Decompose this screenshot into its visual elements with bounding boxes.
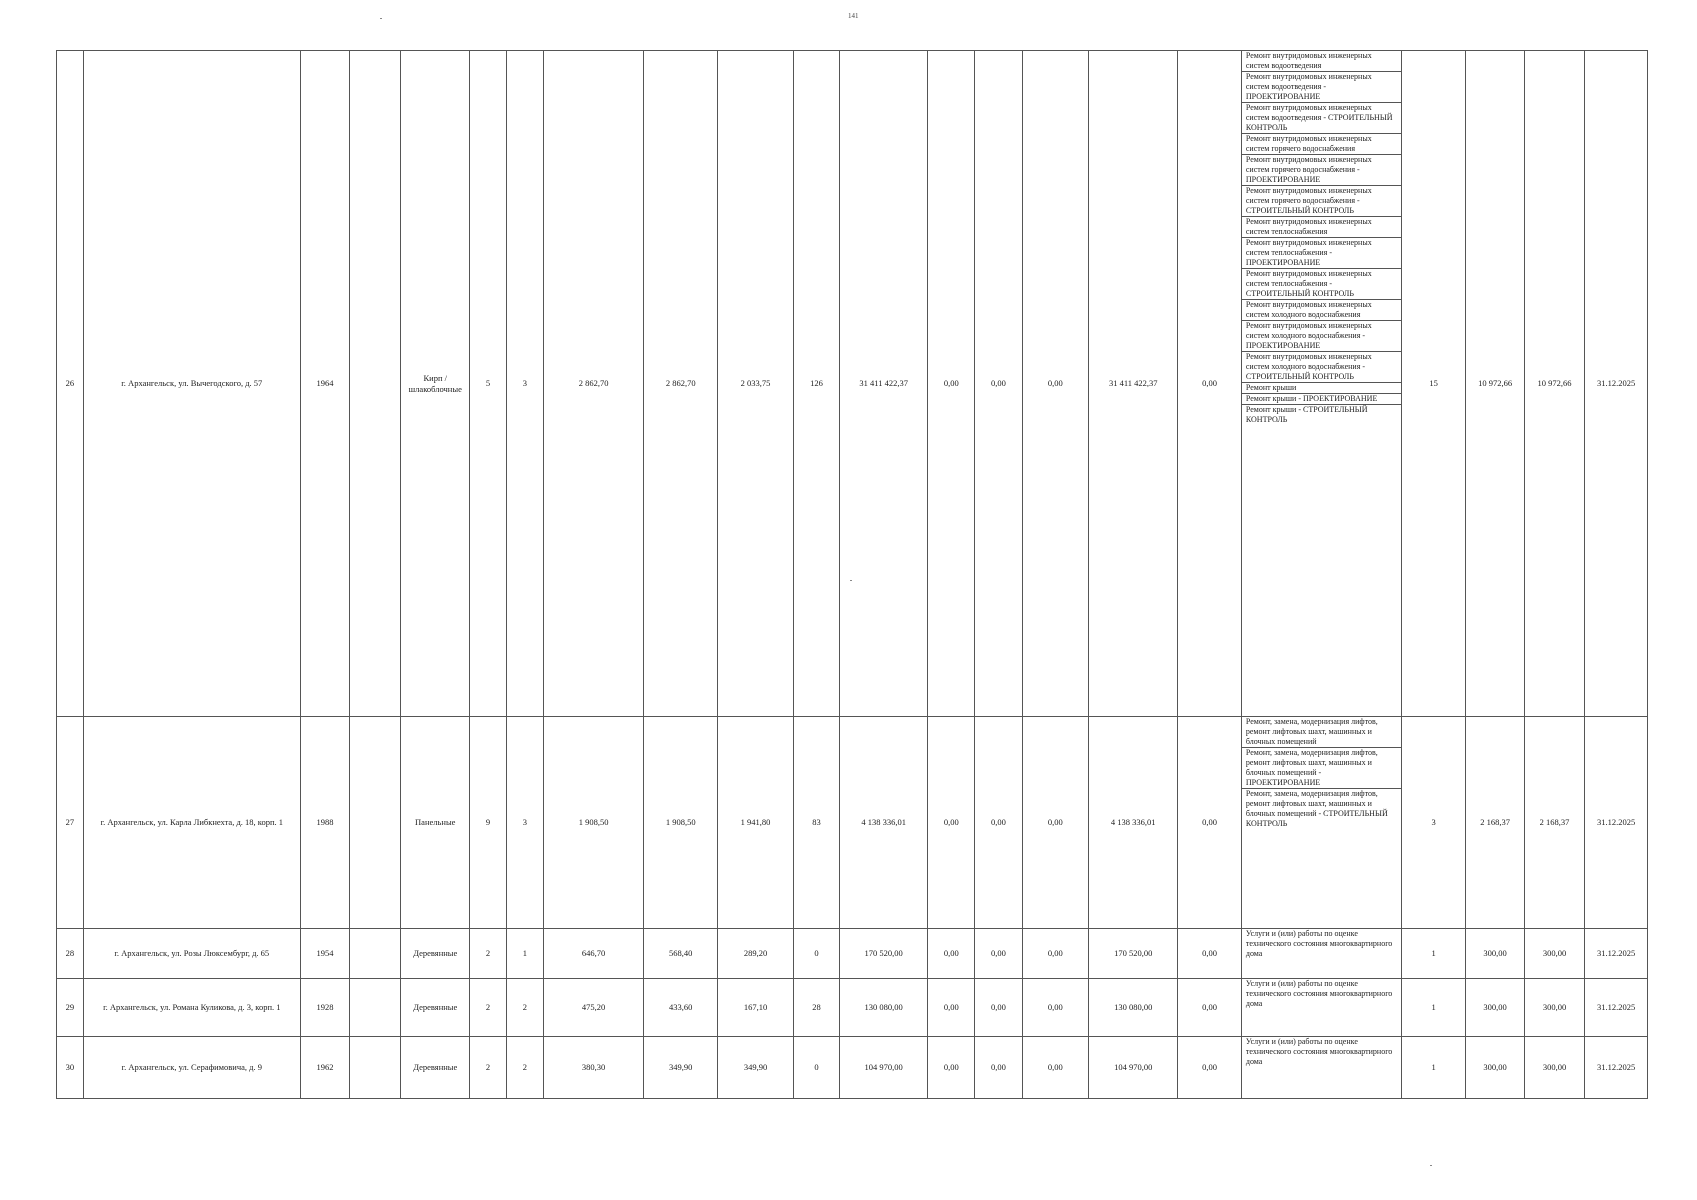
row-number: 27 bbox=[57, 717, 84, 929]
works-list bbox=[1242, 929, 1401, 959]
repair-program-table bbox=[56, 50, 1648, 1099]
fund-4: 4 138 336,01 bbox=[1089, 717, 1178, 929]
area-residential: 1 941,80 bbox=[718, 717, 794, 929]
area-living: 433,60 bbox=[644, 979, 718, 1037]
fund-2: 0,00 bbox=[975, 51, 1022, 717]
residents: 0 bbox=[793, 1037, 839, 1099]
residents: 0 bbox=[793, 929, 839, 979]
fund-1: 0,00 bbox=[928, 51, 975, 717]
work-item: Ремонт, замена, модернизация лифтов, ремонт лифтовых шахт, машинных и блочных помещений - ПРОЕКТИРОВАНИЕ bbox=[1242, 748, 1401, 789]
table-row bbox=[57, 1037, 1648, 1099]
wall-material: Деревянные bbox=[401, 1037, 470, 1099]
fund-1: 0,00 bbox=[928, 717, 975, 929]
deadline: 31.12.2025 bbox=[1585, 1037, 1648, 1099]
blank-cell bbox=[350, 1037, 401, 1099]
work-item: Ремонт внутридомовых инженерных систем водоотведения - ПРОЕКТИРОВАНИЕ bbox=[1242, 72, 1401, 103]
fund-5: 0,00 bbox=[1178, 929, 1242, 979]
deadline: 31.12.2025 bbox=[1585, 979, 1648, 1037]
work-item: Ремонт внутридомовых инженерных систем горячего водоснабжения - СТРОИТЕЛЬНЫЙ КОНТРОЛЬ bbox=[1242, 186, 1401, 217]
fund-3: 0,00 bbox=[1022, 929, 1089, 979]
deadline: 31.12.2025 bbox=[1585, 51, 1648, 717]
residents: 83 bbox=[793, 717, 839, 929]
floors: 2 bbox=[470, 1037, 507, 1099]
fund-3: 0,00 bbox=[1022, 979, 1089, 1037]
table-row bbox=[57, 979, 1648, 1037]
cost-total: 104 970,00 bbox=[840, 1037, 928, 1099]
wall-material: Деревянные bbox=[401, 929, 470, 979]
area-residential: 167,10 bbox=[718, 979, 794, 1037]
area-total: 1 908,50 bbox=[543, 717, 643, 929]
blank-cell bbox=[350, 51, 401, 717]
works-count: 1 bbox=[1401, 979, 1466, 1037]
cost-total: 31 411 422,37 bbox=[840, 51, 928, 717]
floors: 2 bbox=[470, 979, 507, 1037]
build-year: 1954 bbox=[300, 929, 349, 979]
fund-1: 0,00 bbox=[928, 1037, 975, 1099]
work-item: Ремонт внутридомовых инженерных систем теплоснабжения bbox=[1242, 217, 1401, 238]
cost-per-m2: 10 972,66 bbox=[1466, 51, 1524, 717]
entrances: 3 bbox=[506, 717, 543, 929]
fund-5: 0,00 bbox=[1178, 979, 1242, 1037]
cost-max: 10 972,66 bbox=[1524, 51, 1584, 717]
entrances: 2 bbox=[506, 979, 543, 1037]
works-count: 1 bbox=[1401, 1037, 1466, 1099]
scan-speck bbox=[1430, 1165, 1432, 1166]
fund-2: 0,00 bbox=[975, 979, 1022, 1037]
fund-4: 104 970,00 bbox=[1089, 1037, 1178, 1099]
page-number: 141 bbox=[848, 12, 859, 20]
row-number: 26 bbox=[57, 51, 84, 717]
build-year: 1964 bbox=[300, 51, 349, 717]
fund-4: 130 080,00 bbox=[1089, 979, 1178, 1037]
work-item: Ремонт внутридомовых инженерных систем горячего водоснабжения bbox=[1242, 134, 1401, 155]
fund-4: 31 411 422,37 bbox=[1089, 51, 1178, 717]
works-list bbox=[1242, 51, 1401, 425]
fund-2: 0,00 bbox=[975, 717, 1022, 929]
works-list-cell bbox=[1241, 979, 1401, 1037]
work-item: Ремонт внутридомовых инженерных систем теплоснабжения - ПРОЕКТИРОВАНИЕ bbox=[1242, 238, 1401, 269]
works-count: 3 bbox=[1401, 717, 1466, 929]
address: г. Архангельск, ул. Розы Люксембург, д. 65 bbox=[83, 929, 300, 979]
cost-per-m2: 300,00 bbox=[1466, 1037, 1524, 1099]
floors: 9 bbox=[470, 717, 507, 929]
area-total: 380,30 bbox=[543, 1037, 643, 1099]
wall-material: Панельные bbox=[401, 717, 470, 929]
wall-material: Кирп / шлакоблочные bbox=[401, 51, 470, 717]
table-row bbox=[57, 929, 1648, 979]
table-row bbox=[57, 717, 1648, 929]
scan-speck bbox=[380, 18, 382, 19]
work-item: Ремонт внутридомовых инженерных систем холодного водоснабжения - СТРОИТЕЛЬНЫЙ КОНТРОЛЬ bbox=[1242, 352, 1401, 383]
cost-max: 300,00 bbox=[1524, 929, 1584, 979]
work-item: Ремонт внутридомовых инженерных систем холодного водоснабжения bbox=[1242, 300, 1401, 321]
deadline: 31.12.2025 bbox=[1585, 717, 1648, 929]
work-item: Ремонт внутридомовых инженерных систем водоотведения - СТРОИТЕЛЬНЫЙ КОНТРОЛЬ bbox=[1242, 103, 1401, 134]
address: г. Архангельск, ул. Вычегодского, д. 57 bbox=[83, 51, 300, 717]
work-item: Ремонт внутридомовых инженерных систем холодного водоснабжения - ПРОЕКТИРОВАНИЕ bbox=[1242, 321, 1401, 352]
area-total: 475,20 bbox=[543, 979, 643, 1037]
works-list-cell bbox=[1241, 51, 1401, 717]
work-item: Услуги и (или) работы по оценке технического состояния многоквартирного дома bbox=[1245, 1037, 1393, 1066]
cost-total: 170 520,00 bbox=[840, 929, 928, 979]
work-item: Ремонт крыши - СТРОИТЕЛЬНЫЙ КОНТРОЛЬ bbox=[1245, 405, 1368, 424]
deadline: 31.12.2025 bbox=[1585, 929, 1648, 979]
cost-total: 4 138 336,01 bbox=[840, 717, 928, 929]
fund-3: 0,00 bbox=[1022, 51, 1089, 717]
floors: 2 bbox=[470, 929, 507, 979]
area-living: 568,40 bbox=[644, 929, 718, 979]
fund-1: 0,00 bbox=[928, 929, 975, 979]
works-list-cell bbox=[1241, 717, 1401, 929]
area-living: 2 862,70 bbox=[644, 51, 718, 717]
wall-material: Деревянные bbox=[401, 979, 470, 1037]
table-row bbox=[57, 51, 1648, 717]
cost-per-m2: 2 168,37 bbox=[1466, 717, 1524, 929]
build-year: 1962 bbox=[300, 1037, 349, 1099]
works-count: 15 bbox=[1401, 51, 1466, 717]
works-count: 1 bbox=[1401, 929, 1466, 979]
build-year: 1988 bbox=[300, 717, 349, 929]
work-item: Услуги и (или) работы по оценке технического состояния многоквартирного дома bbox=[1245, 929, 1393, 958]
cost-per-m2: 300,00 bbox=[1466, 929, 1524, 979]
work-item: Ремонт, замена, модернизация лифтов, ремонт лифтовых шахт, машинных и блочных помещений - СТРОИТЕЛЬНЫЙ КОНТРОЛЬ bbox=[1245, 789, 1388, 828]
area-residential: 289,20 bbox=[718, 929, 794, 979]
area-residential: 2 033,75 bbox=[718, 51, 794, 717]
cost-total: 130 080,00 bbox=[840, 979, 928, 1037]
cost-max: 300,00 bbox=[1524, 979, 1584, 1037]
row-number: 30 bbox=[57, 1037, 84, 1099]
residents: 28 bbox=[793, 979, 839, 1037]
cost-max: 300,00 bbox=[1524, 1037, 1584, 1099]
works-list bbox=[1242, 979, 1401, 1009]
area-living: 1 908,50 bbox=[644, 717, 718, 929]
fund-5: 0,00 bbox=[1178, 1037, 1242, 1099]
entrances: 1 bbox=[506, 929, 543, 979]
work-item: Ремонт крыши - ПРОЕКТИРОВАНИЕ bbox=[1242, 394, 1401, 405]
fund-5: 0,00 bbox=[1178, 717, 1242, 929]
work-item: Услуги и (или) работы по оценке технического состояния многоквартирного дома bbox=[1245, 979, 1393, 1008]
cost-per-m2: 300,00 bbox=[1466, 979, 1524, 1037]
works-list bbox=[1242, 1037, 1401, 1067]
fund-3: 0,00 bbox=[1022, 717, 1089, 929]
row-number: 29 bbox=[57, 979, 84, 1037]
address: г. Архангельск, ул. Серафимовича, д. 9 bbox=[83, 1037, 300, 1099]
address: г. Архангельск, ул. Карла Либкнехта, д. 18, корп. 1 bbox=[83, 717, 300, 929]
works-list-cell bbox=[1241, 929, 1401, 979]
works-list-cell bbox=[1241, 1037, 1401, 1099]
work-item: Ремонт внутридомовых инженерных систем горячего водоснабжения - ПРОЕКТИРОВАНИЕ bbox=[1242, 155, 1401, 186]
cost-max: 2 168,37 bbox=[1524, 717, 1584, 929]
entrances: 2 bbox=[506, 1037, 543, 1099]
work-item: Ремонт внутридомовых инженерных систем теплоснабжения - СТРОИТЕЛЬНЫЙ КОНТРОЛЬ bbox=[1242, 269, 1401, 300]
work-item: Ремонт крыши bbox=[1242, 383, 1401, 394]
area-living: 349,90 bbox=[644, 1037, 718, 1099]
fund-1: 0,00 bbox=[928, 979, 975, 1037]
fund-2: 0,00 bbox=[975, 1037, 1022, 1099]
fund-3: 0,00 bbox=[1022, 1037, 1089, 1099]
fund-4: 170 520,00 bbox=[1089, 929, 1178, 979]
area-total: 646,70 bbox=[543, 929, 643, 979]
row-number: 28 bbox=[57, 929, 84, 979]
work-item: Ремонт, замена, модернизация лифтов, ремонт лифтовых шахт, машинных и блочных помещений bbox=[1242, 717, 1401, 748]
entrances: 3 bbox=[506, 51, 543, 717]
address: г. Архангельск, ул. Романа Куликова, д. 3, корп. 1 bbox=[83, 979, 300, 1037]
blank-cell bbox=[350, 929, 401, 979]
works-list bbox=[1242, 717, 1401, 829]
blank-cell bbox=[350, 979, 401, 1037]
floors: 5 bbox=[470, 51, 507, 717]
area-total: 2 862,70 bbox=[543, 51, 643, 717]
area-residential: 349,90 bbox=[718, 1037, 794, 1099]
build-year: 1928 bbox=[300, 979, 349, 1037]
residents: 126 bbox=[793, 51, 839, 717]
fund-2: 0,00 bbox=[975, 929, 1022, 979]
work-item: Ремонт внутридомовых инженерных систем водоотведения bbox=[1242, 51, 1401, 72]
scan-speck bbox=[850, 580, 852, 581]
blank-cell bbox=[350, 717, 401, 929]
fund-5: 0,00 bbox=[1178, 51, 1242, 717]
